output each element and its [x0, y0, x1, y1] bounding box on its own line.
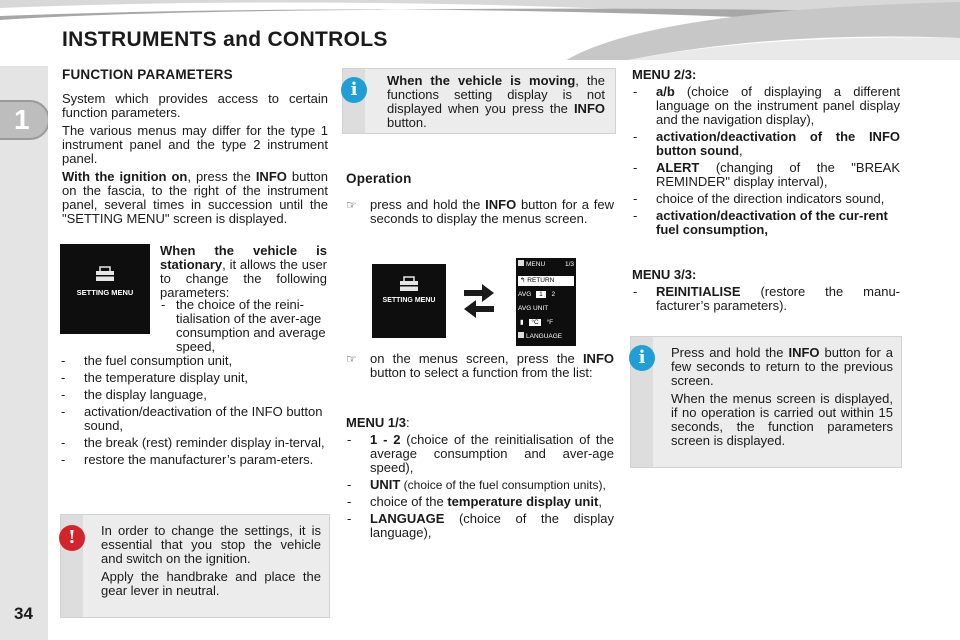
thermometer-icon: ▮ — [520, 319, 524, 326]
menu-title-row — [518, 260, 574, 270]
pointer-icon: ☞ — [346, 198, 357, 212]
item-bold: LANGUAGE — [370, 511, 445, 526]
list-item — [632, 209, 900, 237]
text: Press and hold the — [671, 345, 789, 360]
language-label: LANGUAGE — [526, 333, 563, 340]
text: (choice of the reinitialisation of the average consumption and aver-age speed), — [370, 432, 614, 475]
return-text — [671, 346, 893, 388]
moving-bold: When the vehicle is moving — [387, 73, 576, 88]
timeout-text: When the menus screen is displayed, if no operation is carried out within 15 seconds, the function parameters screen is displayed. — [671, 391, 893, 448]
list-item: - the display language, — [60, 388, 328, 402]
menus-screen — [516, 258, 576, 346]
swap-arrows-icon — [462, 282, 496, 320]
text: press and hold the — [370, 197, 486, 212]
stationary-text — [160, 244, 327, 304]
item-bold: temperature display unit — [447, 494, 599, 509]
info-icon: i — [629, 345, 655, 371]
list-item — [632, 161, 900, 189]
list-item — [632, 285, 900, 313]
menu-unit-row: AVG UNIT — [518, 305, 549, 312]
list-item: - the temperature display unit, — [60, 371, 328, 385]
menu-1-section — [346, 416, 614, 543]
celsius-option: °C — [531, 319, 539, 326]
list-item — [632, 130, 900, 158]
screen-label: SETTING MENU — [382, 297, 436, 304]
stationary-bold: When the vehicle is stationary — [160, 243, 327, 272]
menu-2-section — [632, 68, 900, 240]
menu-page: 1/3 — [564, 261, 574, 268]
info-icon: i — [341, 77, 367, 103]
left-column — [62, 68, 328, 230]
list-item — [346, 512, 614, 540]
language-icon — [518, 332, 524, 338]
moving-info-box — [342, 68, 616, 134]
list-item — [346, 478, 614, 492]
text: button. — [387, 115, 427, 130]
return-info-box — [630, 336, 902, 468]
text: (choice of displaying a different language on the instrument panel display and the navigation display), — [656, 84, 900, 127]
page-number: 34 — [14, 604, 33, 623]
list-item: - restore the manufacturer’s param-eters. — [60, 453, 328, 467]
item-bold: 1 - 2 — [370, 432, 401, 447]
text: button for a few seconds to return to the previous screen. — [671, 345, 893, 388]
menu-3-section — [632, 268, 900, 316]
operation-section — [346, 172, 614, 226]
text: , the functions setting display is not displayed when you press the — [387, 73, 606, 116]
menu-2-title: MENU 2/3: — [632, 67, 697, 82]
menu-1-title: MENU 1/3 — [346, 415, 406, 430]
menu-3-title: MENU 3/3: — [632, 267, 697, 282]
avg-value-1: 1 — [536, 291, 546, 298]
toolbox-icon — [518, 260, 524, 266]
text: : — [405, 415, 410, 430]
avg-value-2: 2 — [551, 291, 556, 298]
text: on the menus screen, press the — [370, 351, 583, 366]
list-item — [346, 433, 614, 475]
page-title: INSTRUMENTS and CONTROLS — [62, 28, 388, 51]
list-item — [346, 495, 614, 509]
warning-icon: ! — [59, 525, 85, 551]
text: , — [739, 143, 743, 158]
menu-avg-row — [518, 290, 574, 300]
avg-label: AVG — [518, 291, 532, 298]
fahrenheit-option: °F — [546, 319, 554, 326]
ignition-bold: With the ignition on — [62, 169, 188, 184]
text: choice of the — [370, 494, 448, 509]
item-bold: a/b — [656, 84, 675, 99]
list-item — [632, 85, 900, 127]
info-word: INFO — [573, 101, 605, 116]
text: button to select a function from the list: — [370, 365, 593, 380]
setting-menu-screen-small — [372, 264, 446, 338]
item-bold: ALERT — [656, 160, 700, 175]
menu-temp-row — [518, 318, 574, 328]
warning-text-2: Apply the handbrake and place the gear lever in neutral. — [101, 569, 321, 598]
operation-heading: Operation — [346, 171, 412, 186]
item-bold: activation/deactivation of the INFO button sound — [656, 129, 900, 158]
list-item: - the choice of the reini-tialisation of the aver-age consumption and average speed, — [160, 298, 327, 354]
info-word: INFO — [582, 351, 614, 366]
setting-menu-screen — [60, 244, 150, 334]
pointer-icon: ☞ — [346, 352, 357, 366]
list-item: - the break (rest) reminder display in-terval, — [60, 436, 328, 450]
side-strip — [0, 66, 48, 640]
chapter-tab — [0, 98, 48, 142]
ignition-paragraph — [62, 170, 328, 226]
list-item: - the fuel consumption unit, — [60, 354, 328, 368]
warning-box — [60, 514, 330, 618]
intro-paragraph: System which provides access to certain function parameters. — [62, 91, 328, 120]
text: (restore the manu-facturer’s parameters). — [656, 284, 900, 313]
stationary-list-first — [160, 298, 327, 357]
screen-label: SETTING MENU — [76, 288, 134, 297]
item-bold: REINITIALISE — [656, 284, 741, 299]
stationary-list — [60, 354, 328, 470]
text: (changing of the "BREAK REMINDER" display interval), — [656, 160, 900, 189]
text: , press the — [187, 169, 256, 184]
text: (choice of the display language), — [370, 511, 614, 540]
list-item: - choice of the direction indicators sound, — [632, 192, 900, 206]
menu-return-row — [518, 276, 574, 286]
menu-language-row — [518, 332, 574, 342]
info-word: INFO — [485, 197, 517, 212]
moving-text — [387, 74, 605, 130]
select-instruction — [346, 352, 614, 380]
return-arrow-icon: ↰ — [520, 277, 526, 284]
text: button on the fascia, to the right of the instrument panel, several times in succession until the "SETTING MENU" screen is displayed. — [62, 169, 329, 226]
info-word: INFO — [788, 345, 820, 360]
text: button for a few seconds to display the menus screen. — [370, 197, 614, 226]
return-label: RETURN — [527, 277, 555, 284]
menu-title: MENU — [526, 261, 546, 268]
text: (choice of the fuel consumption units), — [400, 478, 606, 492]
warning-text: In order to change the settings, it is essential that you stop the vehicle and switch on the ignition. — [101, 523, 321, 566]
text: , it allows the user to change the following parameters: — [160, 257, 327, 300]
menus-paragraph: The various menus may differ for the type 1 instrument panel and the type 2 instrument panel. — [62, 123, 328, 166]
info-word: INFO — [255, 169, 287, 184]
section-heading: FUNCTION PARAMETERS — [62, 67, 233, 82]
text: , — [598, 494, 602, 509]
item-bold: activation/deactivation of the cur-rent fuel consumption, — [656, 208, 888, 237]
item-bold: UNIT — [370, 477, 401, 492]
list-item: - activation/deactivation of the INFO button sound, — [60, 405, 328, 433]
chapter-number: 1 — [14, 104, 30, 135]
